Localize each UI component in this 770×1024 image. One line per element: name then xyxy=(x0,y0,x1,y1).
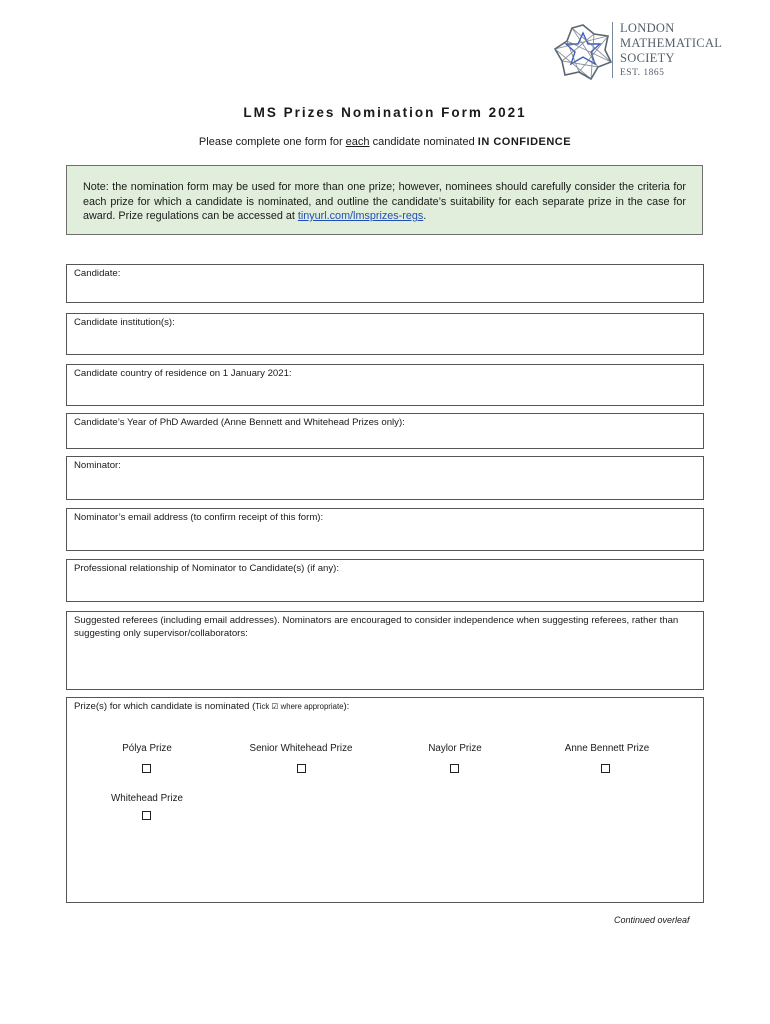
field-candidate[interactable] xyxy=(66,264,704,303)
continued-overleaf: Continued overleaf xyxy=(614,915,690,925)
field-label: Nominator’s email address (to confirm receipt of this form): xyxy=(74,512,324,523)
checkbox-naylor[interactable] xyxy=(450,764,459,773)
logo-divider xyxy=(612,22,613,78)
field-candidate-institution[interactable] xyxy=(66,313,704,355)
logo-line-3: SOCIETY xyxy=(620,51,675,65)
field-phd-year[interactable] xyxy=(66,413,704,449)
regulations-link[interactable]: tinyurl.com/lmsprizes-regs xyxy=(297,210,424,222)
field-professional-relationship[interactable] xyxy=(66,559,704,602)
tick-hint: Tick ☑ where appropriate xyxy=(255,702,344,711)
logo-line-1: LONDON xyxy=(620,21,675,35)
note-text: Note: the nomination form may be used for more than one prize; however, nominees should carefully consider the criteria for each prize for which a candidate is nominated, and outline the candidate’s suitability for each separate prize in the case for award. Prize regulations can be accessed at xyxy=(83,181,686,222)
prize-label-polya: Pólya Prize xyxy=(122,743,172,754)
subtitle-confidence: IN CONFIDENCE xyxy=(477,136,572,148)
lms-logo-icon xyxy=(553,22,613,82)
field-label: Candidate: xyxy=(74,268,121,279)
subtitle-mid: candidate nominated xyxy=(372,136,475,148)
field-label: Candidate’s Year of PhD Awarded (Anne Bennett and Whitehead Prizes only): xyxy=(74,417,405,428)
prize-label-whitehead: Whitehead Prize xyxy=(111,793,183,804)
field-label: Nominator: xyxy=(74,460,121,471)
checkbox-anne-bennett[interactable] xyxy=(601,764,610,773)
checkbox-whitehead[interactable] xyxy=(142,811,151,820)
prize-label-naylor: Naylor Prize xyxy=(428,743,482,754)
subtitle-each: each xyxy=(345,136,370,148)
logo-line-2: MATHEMATICAL xyxy=(620,36,723,50)
prizes-section xyxy=(66,697,704,903)
field-label: Candidate institution(s): xyxy=(74,317,175,328)
prizes-label-end: ): xyxy=(343,701,350,712)
logo-wordmark xyxy=(620,21,722,81)
page-title: LMS Prizes Nomination Form 2021 xyxy=(243,105,527,120)
field-label: Suggested referees (including email addresses). Nominators are encouraged to consider independence when suggesting referees, rather than suggesting only supervisor/collaborators: xyxy=(74,615,679,639)
checkbox-senior-whitehead[interactable] xyxy=(297,764,306,773)
field-country-of-residence[interactable] xyxy=(66,364,704,406)
field-label: Candidate country of residence on 1 January 2021: xyxy=(74,368,292,379)
subtitle xyxy=(0,136,770,148)
field-nominator-email[interactable] xyxy=(66,508,704,551)
logo-est: EST. 1865 xyxy=(620,68,665,78)
field-suggested-referees[interactable] xyxy=(66,611,704,690)
note-end: . xyxy=(423,210,427,222)
field-nominator[interactable] xyxy=(66,456,704,500)
prize-label-senior-whitehead: Senior Whitehead Prize xyxy=(249,743,353,754)
note-box xyxy=(66,165,703,235)
subtitle-pre: Please complete one form for xyxy=(198,136,343,148)
checkbox-polya[interactable] xyxy=(142,764,151,773)
prizes-label: Prize(s) for which candidate is nominated ( xyxy=(74,701,256,712)
prize-label-anne-bennett: Anne Bennett Prize xyxy=(564,743,650,754)
field-label: Professional relationship of Nominator to Candidate(s) (if any): xyxy=(74,563,340,574)
